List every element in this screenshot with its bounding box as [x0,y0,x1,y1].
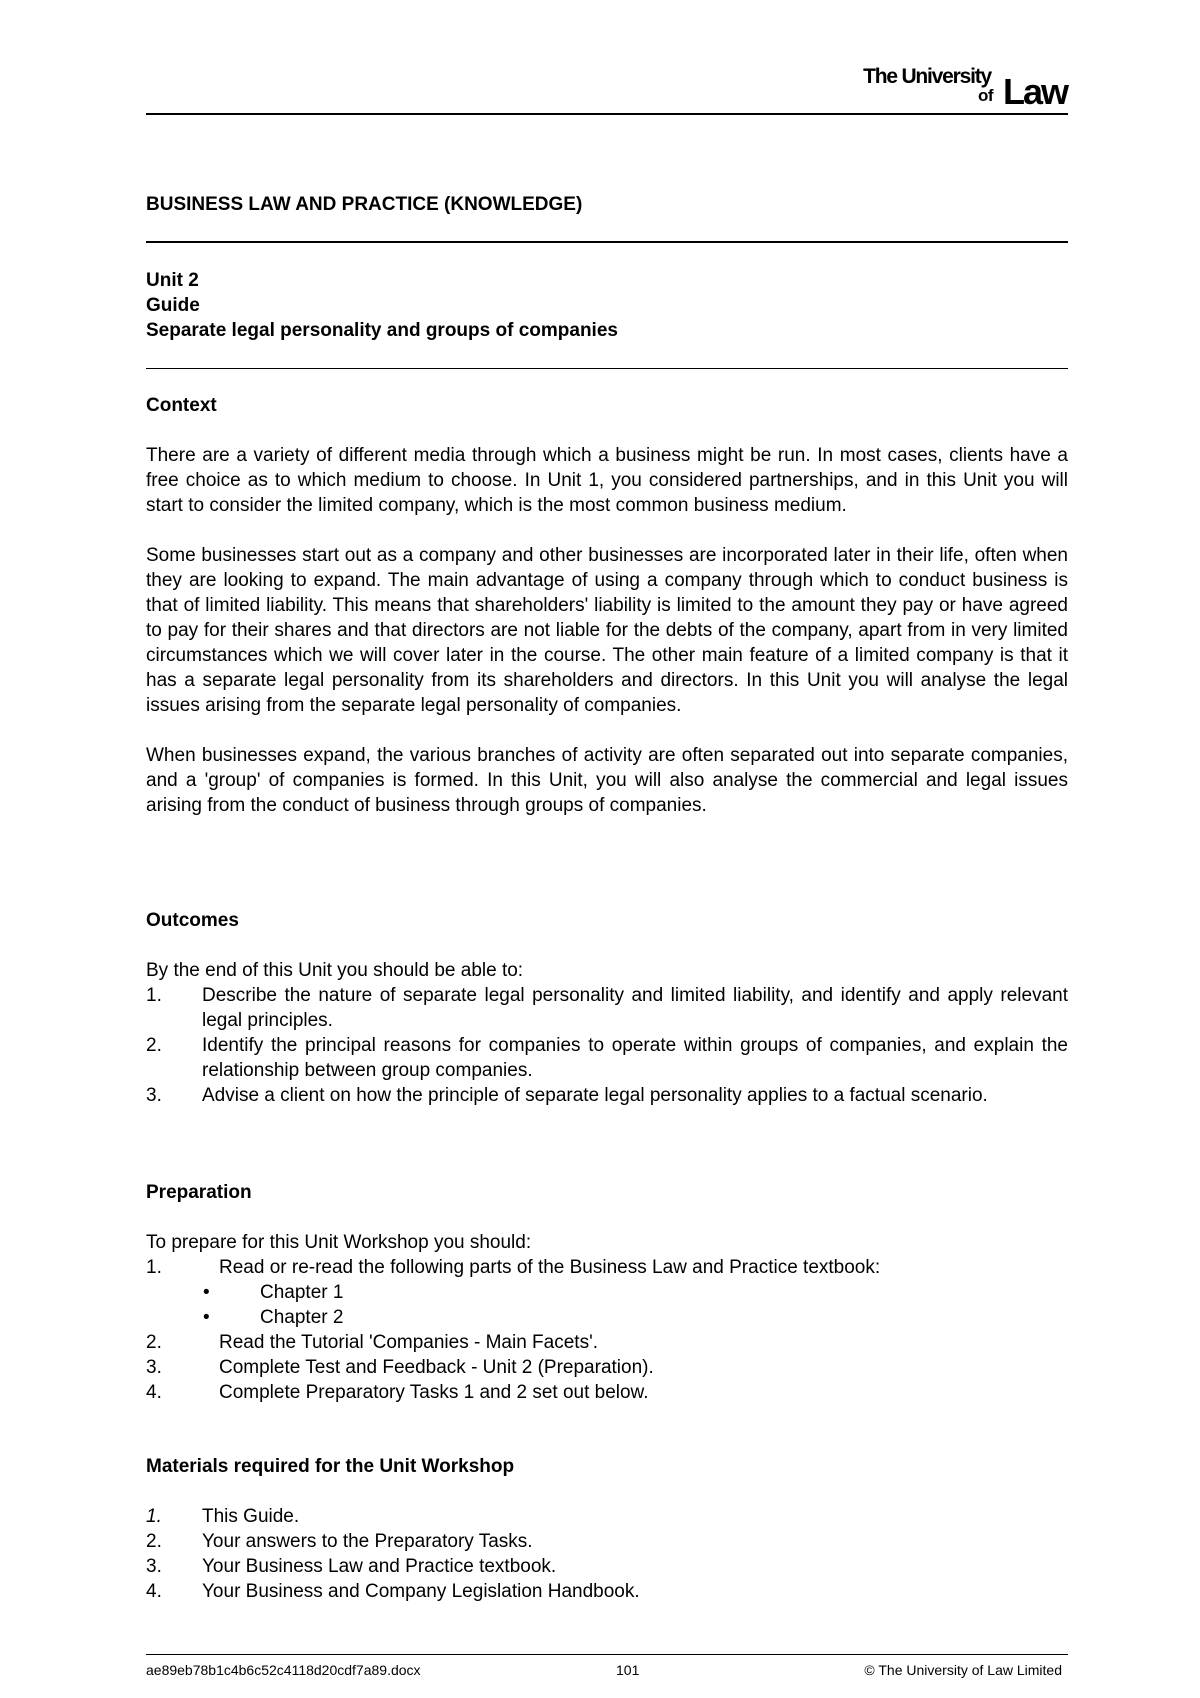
list-item [146,1504,1068,1529]
logo-line-2: of [977,86,993,105]
preparation-list-continued [146,1330,1068,1405]
title-rule [146,241,1068,243]
bullet-icon: • [203,1307,210,1328]
materials-list [146,1504,1068,1604]
list-item [146,1355,1068,1380]
chapter-text: Chapter 2 [260,1307,344,1328]
outcomes-list [146,983,1068,1108]
item-text: Your Business Law and Practice textbook. [202,1556,557,1577]
list-item [146,983,1068,1033]
list-item [146,1330,1068,1355]
item-text: Describe the nature of separate legal personality and limited liability, and identify and apply relevant legal principles. [202,985,1068,1031]
context-paragraph-2: Some businesses start out as a company and other businesses are incorporated later in their life, often when they are looking to expand. The main advantage of using a company through which to conduct business is that of limited liability. This means that shareholders' liability is limited to the amount they pay or have agreed to pay for their shares and that directors are not liable for the debts of the company, apart from in very limited circumstances which we will cover later in the course. The other main feature of a limited company is that it has a separate legal personality from its shareholders and directors. In this Unit you will analyse the legal issues arising from the separate legal personality of companies. [146,545,1068,716]
list-item [146,1380,1068,1405]
item-number: 4. [146,1581,162,1602]
item-text: This Guide. [202,1506,300,1527]
item-text: Read the Tutorial 'Companies - Main Facets'. [219,1332,598,1353]
footer-rule [146,1654,1068,1655]
preparation-intro: To prepare for this Unit Workshop you should: [146,1232,532,1253]
item-number: 2. [146,1332,162,1353]
unit-number: Unit 2 [146,270,199,291]
item-number: 2. [146,1531,162,1552]
logo-line-1: The University [863,65,991,88]
item-number: 4. [146,1382,162,1403]
item-number: 2. [146,1035,162,1056]
item-number: 1. [146,985,162,1006]
list-item [146,1305,1068,1330]
item-text: Advise a client on how the principle of separate legal personality applies to a factual scenario. [202,1085,988,1106]
list-item [146,1554,1068,1579]
item-text: Your Business and Company Legislation Handbook. [202,1581,640,1602]
unit-heading [146,268,1068,343]
header-rule [146,113,1068,115]
list-item [146,1280,1068,1305]
item-text: Complete Test and Feedback - Unit 2 (Preparation). [219,1357,654,1378]
outcomes-intro: By the end of this Unit you should be able to: [146,960,524,981]
outcomes-heading: Outcomes [146,910,239,931]
context-heading: Context [146,395,217,416]
document-title: BUSINESS LAW AND PRACTICE (KNOWLEDGE) [146,194,583,215]
item-text: Your answers to the Preparatory Tasks. [202,1531,533,1552]
footer-copyright: © The University of Law Limited [864,1662,1062,1678]
item-number: 3. [146,1556,162,1577]
item-number: 1. [146,1257,162,1278]
preparation-list [146,1255,1068,1280]
materials-heading: Materials required for the Unit Workshop [146,1456,515,1477]
context-section [146,393,1068,818]
list-item [146,1255,1068,1280]
preparation-heading: Preparation [146,1182,252,1203]
outcomes-section [146,908,1068,1108]
context-paragraph-1: There are a variety of different media through which a business might be run. In most cases, clients have a free choice as to which medium to choose. In Unit 1, you considered partnerships, and in this Unit you will start to consider the limited company, which is the most common business medium. [146,445,1068,516]
context-paragraph-3: When businesses expand, the various branches of activity are often separated out into separate companies, and a 'group' of companies is formed. In this Unit, you will also analyse the commercial and legal issues arising from the conduct of business through groups of companies. [146,745,1068,816]
preparation-section [146,1180,1068,1405]
item-number: 3. [146,1085,162,1106]
chapter-text: Chapter 1 [260,1282,344,1303]
unit-type: Guide [146,295,200,316]
logo-line-3: Law [1002,71,1067,112]
list-item [146,1529,1068,1554]
list-item [146,1083,1068,1108]
university-logo [837,65,1067,112]
item-text: Read or re-read the following parts of the Business Law and Practice textbook: [219,1257,881,1278]
chapter-list [146,1280,1068,1330]
footer-filename: ae89eb78b1c4b6c52c4118d20cdf7a89.docx [146,1662,421,1678]
item-number: 3. [146,1357,162,1378]
bullet-icon: • [203,1282,210,1303]
unit-rule [146,368,1068,369]
list-item [146,1033,1068,1083]
unit-subject: Separate legal personality and groups of companies [146,320,618,341]
item-text: Identify the principal reasons for companies to operate within groups of companies, and explain the relationship between group companies. [202,1035,1068,1081]
materials-section [146,1454,1068,1604]
item-text: Complete Preparatory Tasks 1 and 2 set out below. [219,1382,649,1403]
list-item [146,1579,1068,1604]
footer-page-number: 101 [616,1662,640,1678]
item-number: 1. [146,1506,162,1527]
